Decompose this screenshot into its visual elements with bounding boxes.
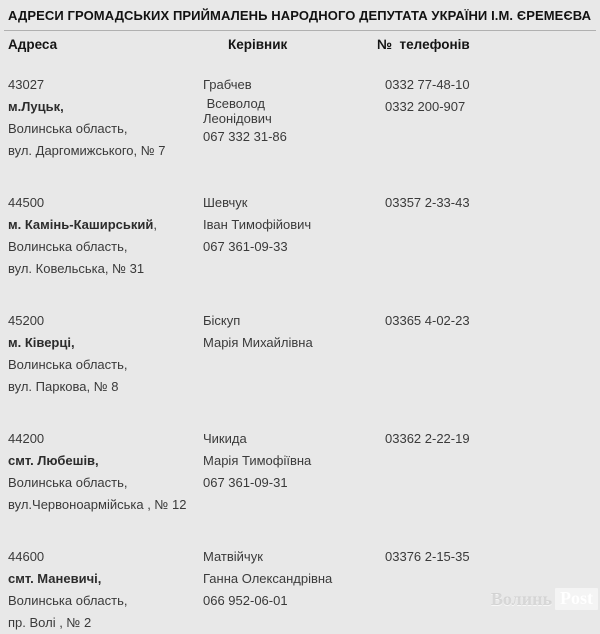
leader-cell [203, 310, 385, 398]
city-line [8, 450, 203, 472]
city-name: смт. Любешів, [8, 453, 99, 468]
postal-code: 44500 [8, 195, 45, 210]
table-row [8, 192, 592, 280]
postal-code: 45200 [8, 313, 45, 328]
city-line [8, 96, 203, 118]
leader-cell [203, 74, 385, 162]
leader-phone: 067 332 31-86 [203, 129, 287, 144]
street-line: вул. Ковельська, № 31 [8, 261, 145, 276]
city-name: смт. Маневичі, [8, 571, 102, 586]
leader-name: Марія Тимофіївна [203, 453, 312, 468]
page-title: АДРЕСИ ГРОМАДСЬКИХ ПРИЙМАЛЕНЬ НАРОДНОГО ДЕПУТАТА УКРАЇНИ І.М. ЄРЕМЕЄВА [8, 8, 592, 23]
street-line: пр. Волі , № 2 [8, 615, 92, 630]
postal-code: 43027 [8, 77, 45, 92]
phones-cell [385, 192, 592, 280]
phones-cell [385, 428, 592, 516]
phone-number: 0332 200-907 [385, 99, 466, 114]
postal-code: 44200 [8, 431, 45, 446]
table-row [8, 546, 592, 634]
leader-name: Марія Михайлівна [203, 335, 313, 350]
phone-number: 03365 4-02-23 [385, 313, 470, 328]
address-cell [8, 428, 203, 516]
phones-cell [385, 74, 592, 162]
city-line [8, 568, 203, 590]
region-line: Волинська область, [8, 357, 128, 372]
phones-cell [385, 310, 592, 398]
column-header-address: Адреса [8, 37, 58, 52]
phone-number: 03376 2-15-35 [385, 549, 470, 564]
leader-phone: 067 361-09-33 [203, 239, 288, 254]
street-line: вул. Даргомижського, № 7 [8, 143, 166, 158]
region-line: Волинська область, [8, 475, 128, 490]
phones-cell [385, 546, 592, 634]
table-row [8, 428, 592, 516]
phone-number: 03357 2-33-43 [385, 195, 470, 210]
leader-surname: Чикида [203, 431, 247, 446]
header-divider [4, 30, 596, 31]
address-cell [8, 546, 203, 634]
phone-number: 03362 2-22-19 [385, 431, 470, 446]
city-line [8, 214, 203, 236]
column-header-phones: № телефонів [377, 37, 470, 52]
leader-surname: Матвійчук [203, 549, 263, 564]
leader-cell [203, 546, 385, 634]
city-name: м.Луцьк, [8, 99, 64, 114]
address-cell [8, 74, 203, 162]
city-name: м. Камінь-Каширський [8, 217, 154, 232]
city-line [8, 332, 203, 354]
leader-name: Ганна Олександрівна [203, 571, 333, 586]
leader-patronymic: Леонідович [203, 111, 272, 126]
table-header [8, 35, 592, 55]
leader-surname: Біскуп [203, 313, 241, 328]
postal-code: 44600 [8, 549, 45, 564]
street-line: вул.Червоноармійська , № 12 [8, 497, 187, 512]
address-cell [8, 310, 203, 398]
table-row [8, 74, 592, 162]
leader-phone: 067 361-09-31 [203, 475, 288, 490]
leader-name: Іван Тимофійович [203, 217, 312, 232]
city-name: м. Ківерці, [8, 335, 75, 350]
address-cell [8, 192, 203, 280]
region-line: Волинська область, [8, 593, 128, 608]
table-row [8, 310, 592, 398]
region-line: Волинська область, [8, 121, 128, 136]
leader-surname: Грабчев [203, 77, 252, 92]
city-suffix: , [153, 217, 157, 232]
leader-firstname: Всеволод [203, 96, 265, 111]
watermark-text-post: Post [555, 588, 598, 610]
leader-cell [203, 192, 385, 280]
leader-surname: Шевчук [203, 195, 248, 210]
leader-cell [203, 428, 385, 516]
watermark-text-volyn: Волинь [490, 588, 552, 609]
phone-number: 0332 77-48-10 [385, 77, 470, 92]
region-line: Волинська область, [8, 239, 128, 254]
column-header-leader: Керівник [228, 37, 288, 52]
leader-phone: 066 952-06-01 [203, 593, 288, 608]
street-line: вул. Паркова, № 8 [8, 379, 119, 394]
